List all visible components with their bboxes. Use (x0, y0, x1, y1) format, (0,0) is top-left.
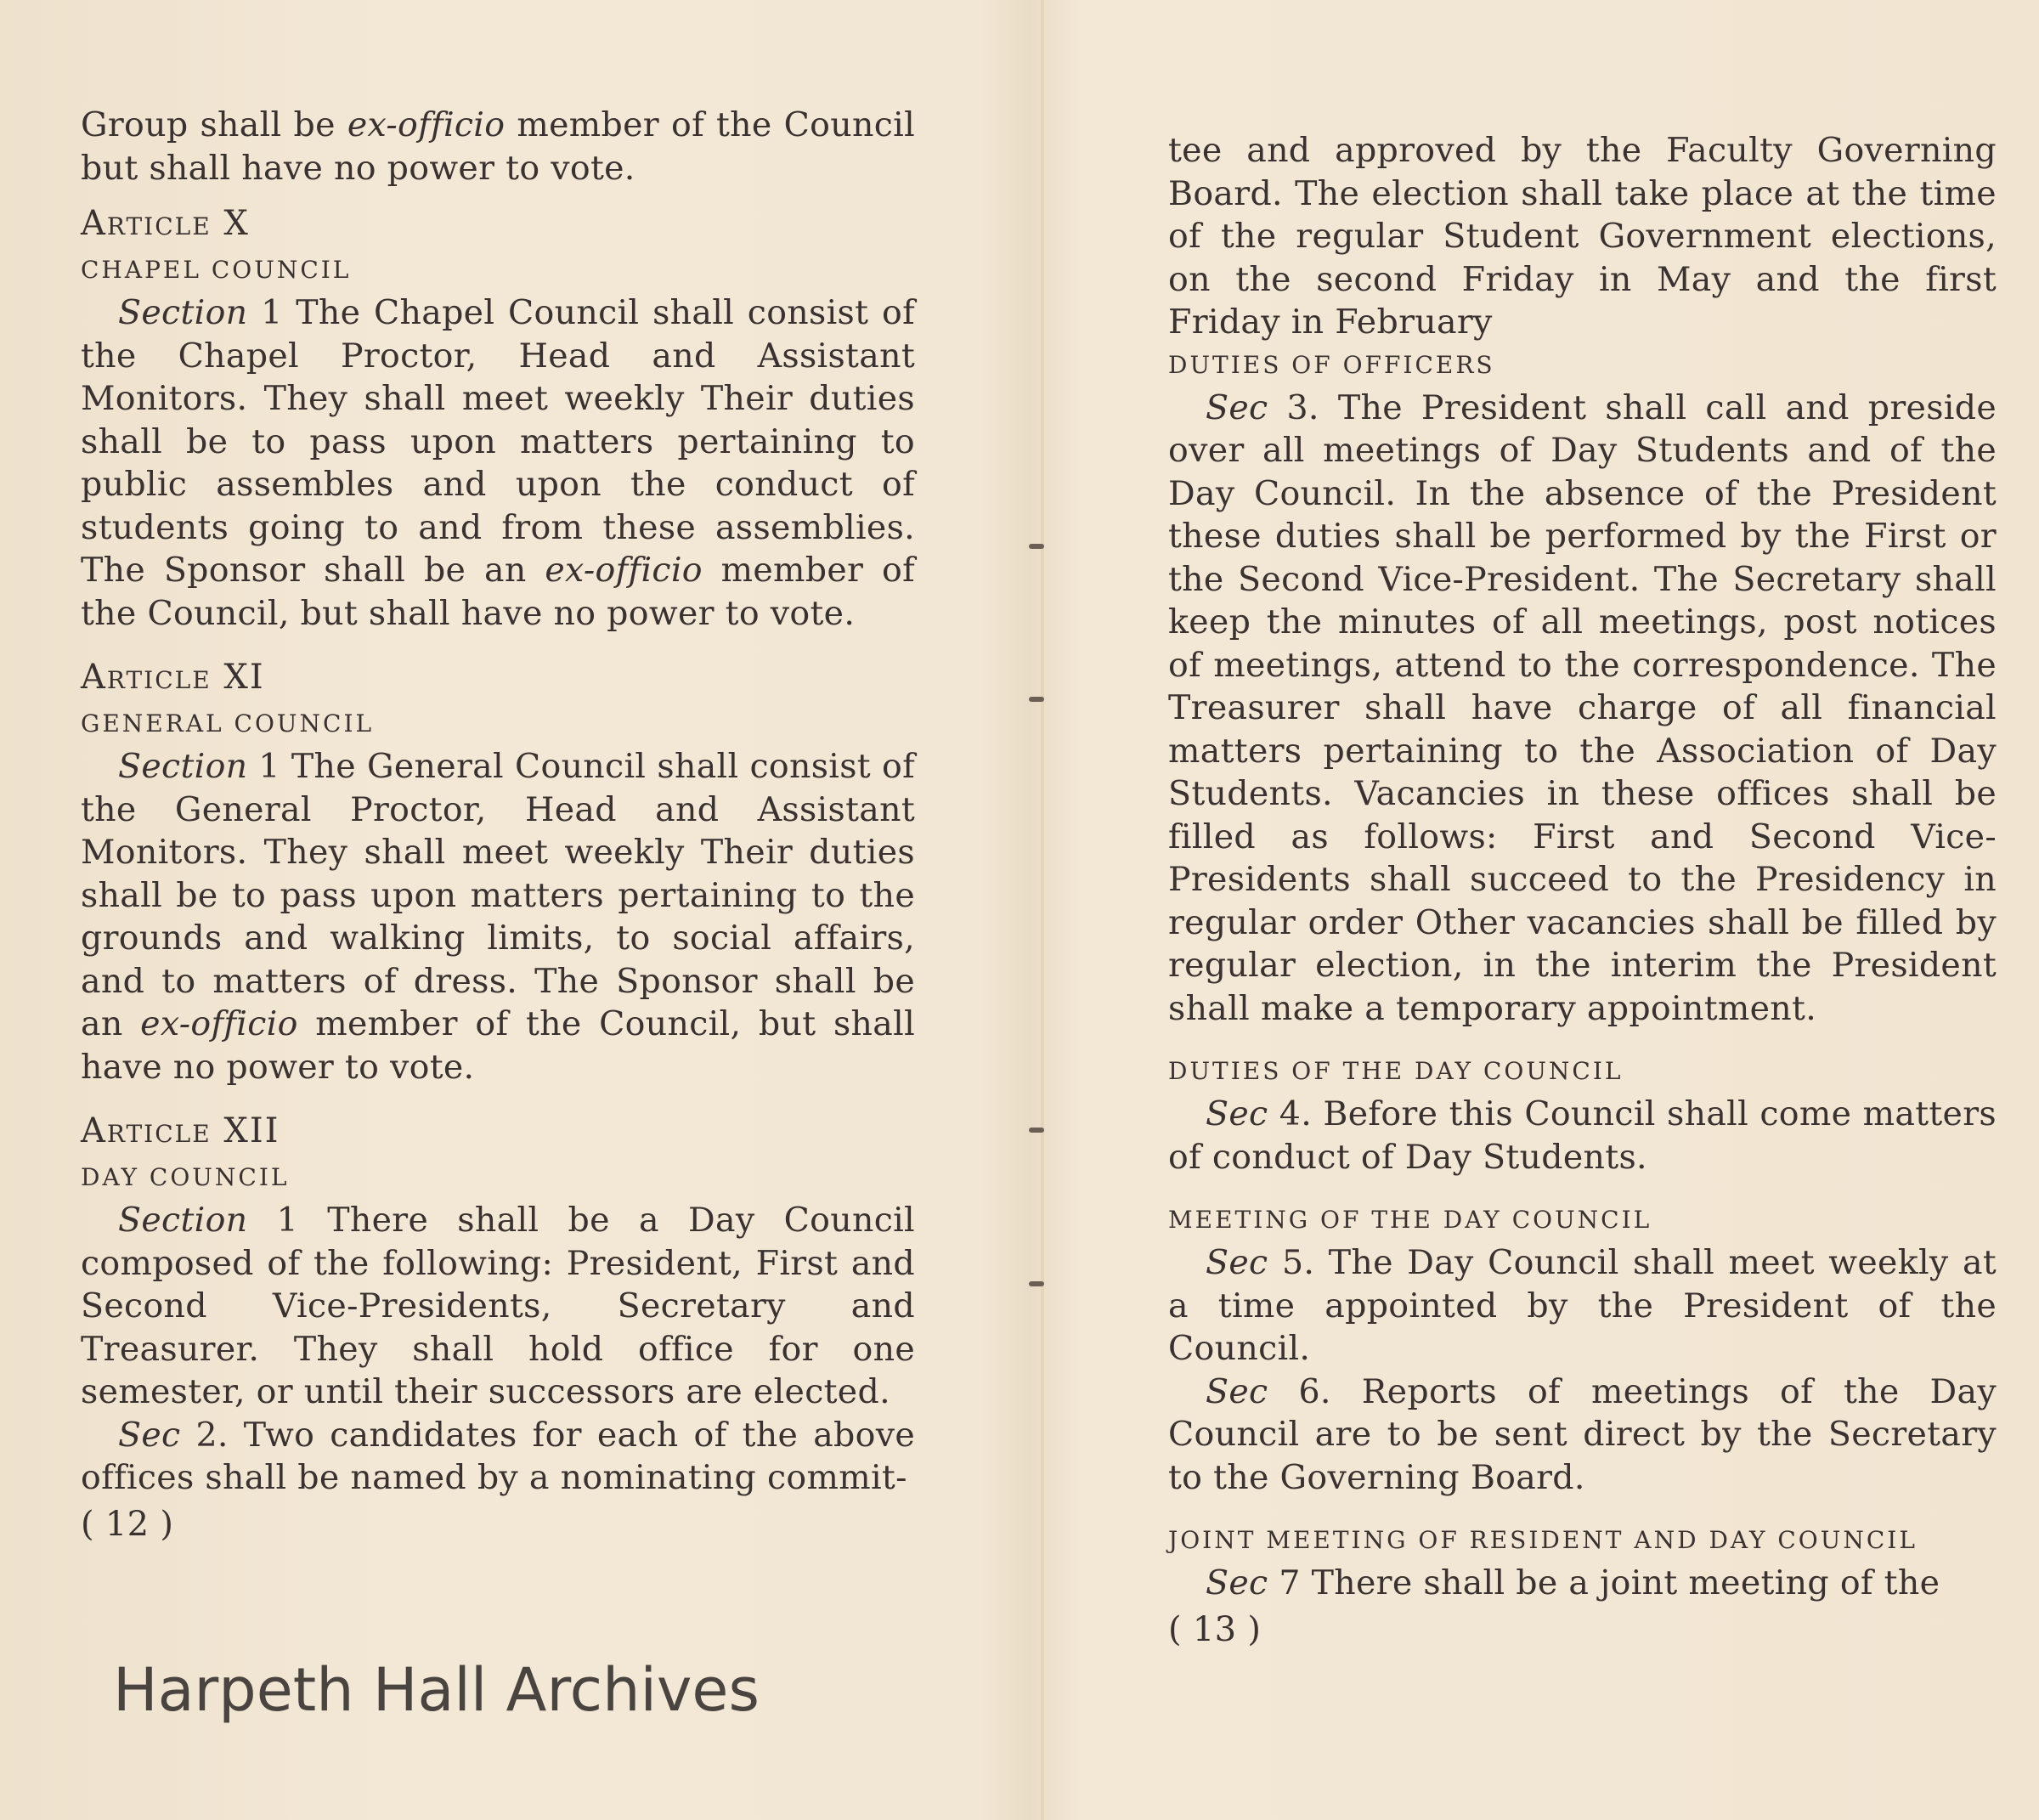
article-x-subtitle: CHAPEL COUNCIL (81, 256, 352, 284)
binding-gutter (1041, 0, 1044, 1820)
right-page (1168, 0, 1997, 1820)
article-xii-subtitle: DAY COUNCIL (81, 1163, 290, 1191)
article-xii-section-1: Section 1 There shall be a Day Council composed of the following: President, First and Second Vice-Presidents, Secretary and Treasurer. They shall hold office for one semester, or until their successors are elected. (81, 1201, 915, 1411)
section-6: Sec 6. Reports of meetings of the Day Council are to be sent direct by the Secretary to the Governing Board. (1168, 1371, 1997, 1497)
joint-meeting-heading: JOINT MEETING OF RESIDENT AND DAY COUNCIL (1168, 1526, 1918, 1554)
article-xii-section-2: Sec 2. Two candidates for each of the above offices shall be named by a nominating commit- (81, 1415, 915, 1497)
article-xi-title: Article XI (81, 658, 265, 697)
section-7: Sec 7 There shall be a joint meeting of the (1206, 1563, 1940, 1602)
binding-stitch (1029, 1128, 1044, 1133)
page-number-left: ( 12 ) (81, 1504, 174, 1544)
duties-of-officers-heading: DUTIES OF OFFICERS (1168, 350, 1495, 379)
article-xii-title: Article XII (81, 1111, 280, 1150)
left-opening-paragraph: Group shall be ex-officio member of the Council but shall have no power to vote. (81, 105, 915, 188)
binding-stitch (1029, 697, 1044, 702)
section-4: Sec 4. Before this Council shall come matters of conduct of Day Students. (1168, 1094, 1997, 1177)
page-number-right: ( 13 ) (1168, 1609, 1262, 1649)
left-page (81, 0, 915, 1820)
binding-stitch (1029, 1281, 1044, 1286)
article-x-title: Article X (81, 204, 250, 243)
right-opening-paragraph: tee and approved by the Faculty Governing Board. The election shall take place at the time of the regular Student Government elections, on the second Friday in May and the first Friday in February (1168, 131, 1997, 342)
article-xi-subtitle: GENERAL COUNCIL (81, 709, 375, 738)
section-5: Sec 5. The Day Council shall meet weekly at a time appointed by the President of the Council. (1168, 1243, 1997, 1368)
duties-of-day-council-heading: DUTIES OF THE DAY COUNCIL (1168, 1057, 1624, 1085)
section-3: Sec 3. The President shall call and preside over all meetings of Day Students and of the Day Council. In the absence of the President these duties shall be performed by the First or the Second Vice-President. The Secretary shall keep the minutes of all meetings, post notices of meetings, attend to the correspondence. The Treasurer shall have charge of all financial matters pertaining to the Association of Day Students. Vacancies in these offices shall be filled as follows: First and Second Vice-Presidents shall succeed to the Presidency in regular order Other vacancies shall be filled by regular election, in the interim the President shall make a temporary appointment. (1168, 387, 1997, 1028)
article-x-section-1: Section 1 The Chapel Council shall consist of the Chapel Proctor, Head and Assistant Monitors. They shall meet weekly Their duties shall be to pass upon matters pertaining to public assembles and upon the conduct of students going to and from these assemblies. The Sponsor shall be an ex-officio member of the Council, but shall have no power to vote. (81, 293, 915, 633)
binding-stitch (1029, 544, 1044, 549)
meeting-of-day-council-heading: MEETING OF THE DAY COUNCIL (1168, 1206, 1652, 1234)
archive-watermark: Harpeth Hall Archives (113, 1655, 760, 1725)
article-xi-section-1: Section 1 The General Council shall consist of the General Proctor, Head and Assistant Monitors. They shall meet weekly Their duties shall be to pass upon matters pertaining to the grounds and walking limits, to social affairs, and to matters of dress. The Sponsor shall be an ex-officio member of the Council, but shall have no power to vote. (81, 747, 915, 1087)
